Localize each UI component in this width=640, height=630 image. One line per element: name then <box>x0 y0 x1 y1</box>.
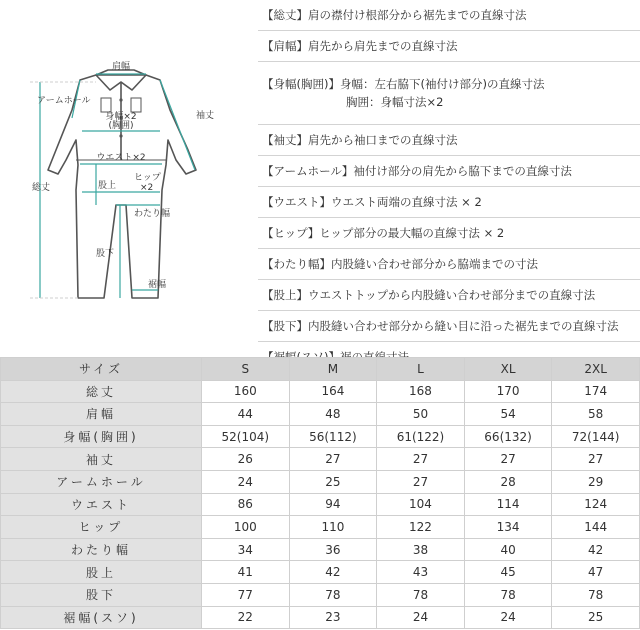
definition-armhole: 【アームホール】袖付け部分の肩先から脇下までの直線寸法 <box>258 156 640 187</box>
armhole-label: アームホール <box>37 96 91 106</box>
definition-katahaba: 【肩幅】肩先から肩先までの直線寸法 <box>258 31 640 62</box>
table-cell: 43 <box>377 561 465 584</box>
table-row <box>1 516 640 539</box>
mihaba-sub-label: (胸囲) <box>108 121 134 131</box>
header-s: S <box>202 358 290 381</box>
header-2xl: 2XL <box>552 358 640 381</box>
table-cell: 22 <box>202 606 290 629</box>
table-cell: 27 <box>377 448 465 471</box>
sodetake-label: 袖丈 <box>196 111 215 121</box>
table-header-row <box>1 358 640 381</box>
row-label: わたり幅 <box>1 538 202 561</box>
table-row <box>1 448 640 471</box>
table-cell: 26 <box>202 448 290 471</box>
definition-mihaba-line2: 胸囲：身幅寸法×2 <box>346 95 444 109</box>
row-label: 身幅(胸囲) <box>1 425 202 448</box>
table-cell: 144 <box>552 516 640 539</box>
table-cell: 58 <box>552 403 640 426</box>
table-cell: 78 <box>552 583 640 606</box>
row-label: 袖丈 <box>1 448 202 471</box>
table-cell: 40 <box>464 538 552 561</box>
table-cell: 28 <box>464 470 552 493</box>
sodetake-line <box>160 80 195 170</box>
table-cell: 164 <box>289 380 377 403</box>
definition-waist: 【ウエスト】ウエスト両端の直線寸法 × 2 <box>258 187 640 218</box>
chest-pocket <box>131 98 141 112</box>
table-cell: 25 <box>552 606 640 629</box>
table-row <box>1 493 640 516</box>
matashita-label: 股下 <box>96 249 115 259</box>
table-cell: 24 <box>377 606 465 629</box>
table-cell: 56(112) <box>289 425 377 448</box>
table-row <box>1 425 640 448</box>
waist-label: ウエスト×2 <box>96 153 146 163</box>
table-cell: 78 <box>377 583 465 606</box>
susohaba-label: 裾幅 <box>148 280 167 290</box>
mihaba-label: 身幅×2 <box>105 112 137 122</box>
table-cell: 45 <box>464 561 552 584</box>
table-cell: 24 <box>464 606 552 629</box>
table-cell: 104 <box>377 493 465 516</box>
table-cell: 48 <box>289 403 377 426</box>
table-cell: 34 <box>202 538 290 561</box>
table-cell: 41 <box>202 561 290 584</box>
definition-sodetake: 【袖丈】肩先から袖口までの直線寸法 <box>258 125 640 156</box>
row-label: 総丈 <box>1 380 202 403</box>
table-row <box>1 561 640 584</box>
garment-measurement-diagram <box>0 0 255 350</box>
table-row <box>1 470 640 493</box>
definition-hip: 【ヒップ】ヒップ部分の最大幅の直線寸法 × 2 <box>258 218 640 249</box>
header-xl: XL <box>464 358 552 381</box>
table-cell: 50 <box>377 403 465 426</box>
table-cell: 124 <box>552 493 640 516</box>
table-cell: 61(122) <box>377 425 465 448</box>
table-cell: 134 <box>464 516 552 539</box>
header-size: サイズ <box>1 358 202 381</box>
header-l: L <box>377 358 465 381</box>
table-row <box>1 538 640 561</box>
button <box>119 134 122 137</box>
row-label: ウエスト <box>1 493 202 516</box>
table-cell: 23 <box>289 606 377 629</box>
button <box>119 98 122 101</box>
definition-matagami: 【股上】ウエストトップから内股縫い合わせ部分までの直線寸法 <box>258 280 640 311</box>
table-cell: 66(132) <box>464 425 552 448</box>
matagami-label: 股上 <box>98 181 117 191</box>
table-row <box>1 583 640 606</box>
table-row <box>1 606 640 629</box>
table-cell: 160 <box>202 380 290 403</box>
table-cell: 122 <box>377 516 465 539</box>
table-cell: 29 <box>552 470 640 493</box>
table-cell: 25 <box>289 470 377 493</box>
table-cell: 27 <box>377 470 465 493</box>
row-label: 肩幅 <box>1 403 202 426</box>
table-cell: 42 <box>289 561 377 584</box>
table-cell: 72(144) <box>552 425 640 448</box>
table-cell: 78 <box>464 583 552 606</box>
table-cell: 36 <box>289 538 377 561</box>
chest-pocket <box>101 98 111 112</box>
table-cell: 110 <box>289 516 377 539</box>
table-cell: 168 <box>377 380 465 403</box>
table-cell: 27 <box>464 448 552 471</box>
row-label: アームホール <box>1 470 202 493</box>
size-chart-table <box>0 357 640 629</box>
sotake-label: 総丈 <box>32 183 51 193</box>
table-cell: 86 <box>202 493 290 516</box>
table-cell: 38 <box>377 538 465 561</box>
row-label: 裾幅(スソ) <box>1 606 202 629</box>
table-cell: 114 <box>464 493 552 516</box>
definition-sotake: 【総丈】肩の襟付け根部分から裾先までの直線寸法 <box>258 0 640 31</box>
table-row <box>1 403 640 426</box>
definition-watari: 【わたり幅】内股縫い合わせ部分から脇端までの寸法 <box>258 249 640 280</box>
table-cell: 54 <box>464 403 552 426</box>
hip-x2-label: ×2 <box>140 183 154 193</box>
table-cell: 78 <box>289 583 377 606</box>
measurement-definitions <box>258 0 640 373</box>
watari-label: わたり幅 <box>134 209 171 219</box>
definition-matashita: 【股下】内股縫い合わせ部分から縫い目に沿った裾先までの直線寸法 <box>258 311 640 342</box>
hip-label: ヒップ <box>134 173 161 183</box>
table-cell: 44 <box>202 403 290 426</box>
row-label: 股下 <box>1 583 202 606</box>
table-cell: 94 <box>289 493 377 516</box>
coverall-outline <box>48 75 196 298</box>
table-row <box>1 380 640 403</box>
row-label: 股上 <box>1 561 202 584</box>
katahaba-label: 肩幅 <box>111 62 131 72</box>
table-cell: 42 <box>552 538 640 561</box>
table-cell: 47 <box>552 561 640 584</box>
table-cell: 174 <box>552 380 640 403</box>
definition-mihaba-line1: 【身幅(胸囲)】身幅：左右脇下(袖付け部分)の直線寸法 <box>262 77 545 91</box>
table-cell: 170 <box>464 380 552 403</box>
table-cell: 24 <box>202 470 290 493</box>
definition-mihaba <box>258 62 640 125</box>
table-cell: 27 <box>289 448 377 471</box>
table-cell: 100 <box>202 516 290 539</box>
row-label: ヒップ <box>1 516 202 539</box>
table-cell: 77 <box>202 583 290 606</box>
header-m: M <box>289 358 377 381</box>
table-cell: 52(104) <box>202 425 290 448</box>
table-cell: 27 <box>552 448 640 471</box>
